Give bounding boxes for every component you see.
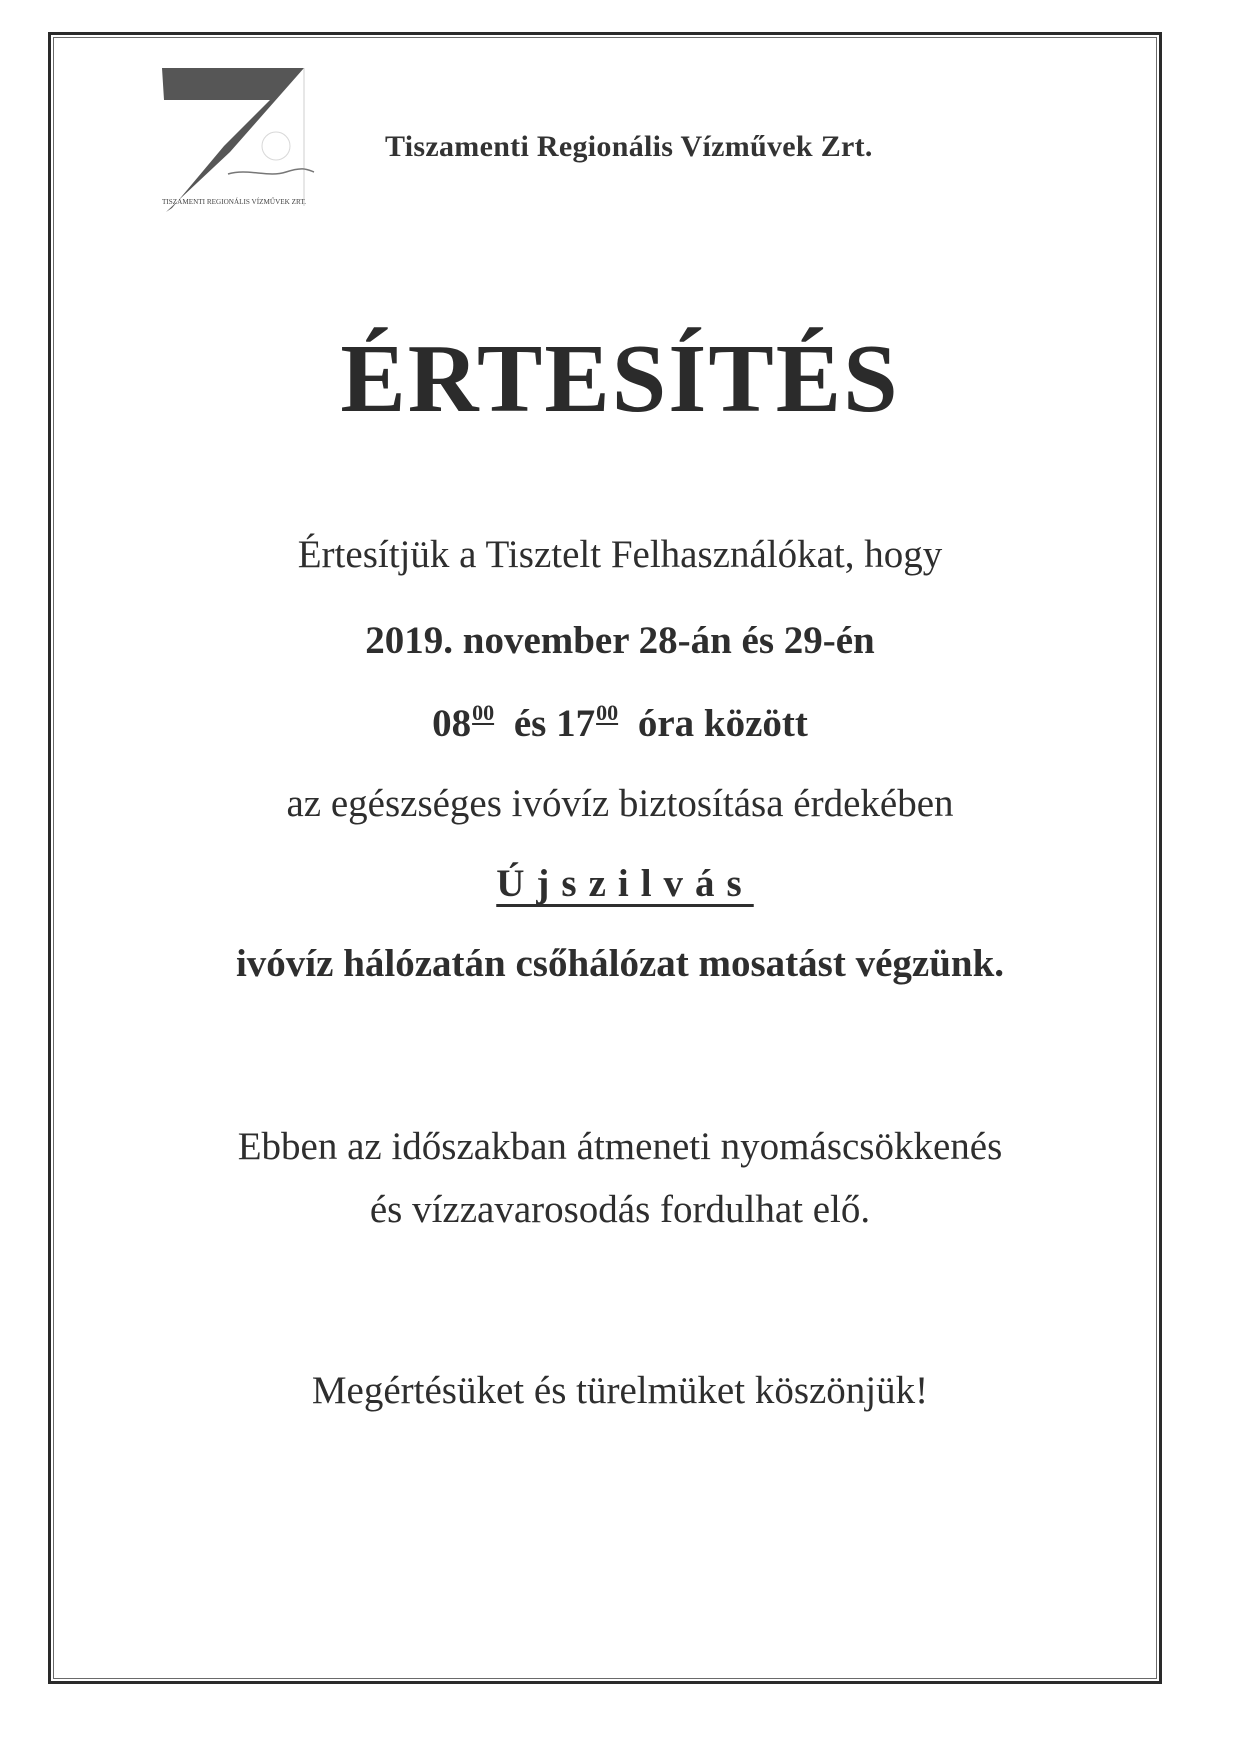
intro-text: Értesítjük a Tisztelt Felhasználókat, hogy [297,533,943,576]
notice-title: ÉRTESÍTÉS [340,325,900,433]
logo-caption: TISZAMENTI REGIONÁLIS VÍZMŰVEK ZRT. [162,198,307,206]
logo-seal [262,132,290,160]
time-range [0,700,1240,747]
company-logo [158,66,328,236]
action-text: ivóvíz hálózatán csőhálózat mosatást végzünk. [235,942,1005,985]
company-name: Tiszamenti Regionális Vízművek Zrt. [385,130,873,163]
page-border [48,32,1162,1684]
time-connector: és [513,702,547,745]
location-name: Újszilvás [496,862,754,905]
end-hour: 17 [556,702,596,745]
start-hour: 08 [432,702,472,745]
end-minute: 00 [596,700,619,725]
start-minute: 00 [472,700,495,725]
time-suffix: óra között [637,702,808,745]
purpose-text: az egészséges ivóvíz biztosítása érdekében [286,782,954,825]
warning-line-1: Ebben az időszakban átmeneti nyomáscsökkenés [237,1125,1003,1168]
date-text: 2019. november 28-án és 29-én [365,619,875,662]
logo-seven-shape [162,68,307,212]
closing-text: Megértésüket és türelmüket köszönjük! [311,1369,929,1412]
logo-wave [228,169,314,174]
warning-line-2: és vízzavarosodás fordulhat elő. [369,1188,871,1231]
